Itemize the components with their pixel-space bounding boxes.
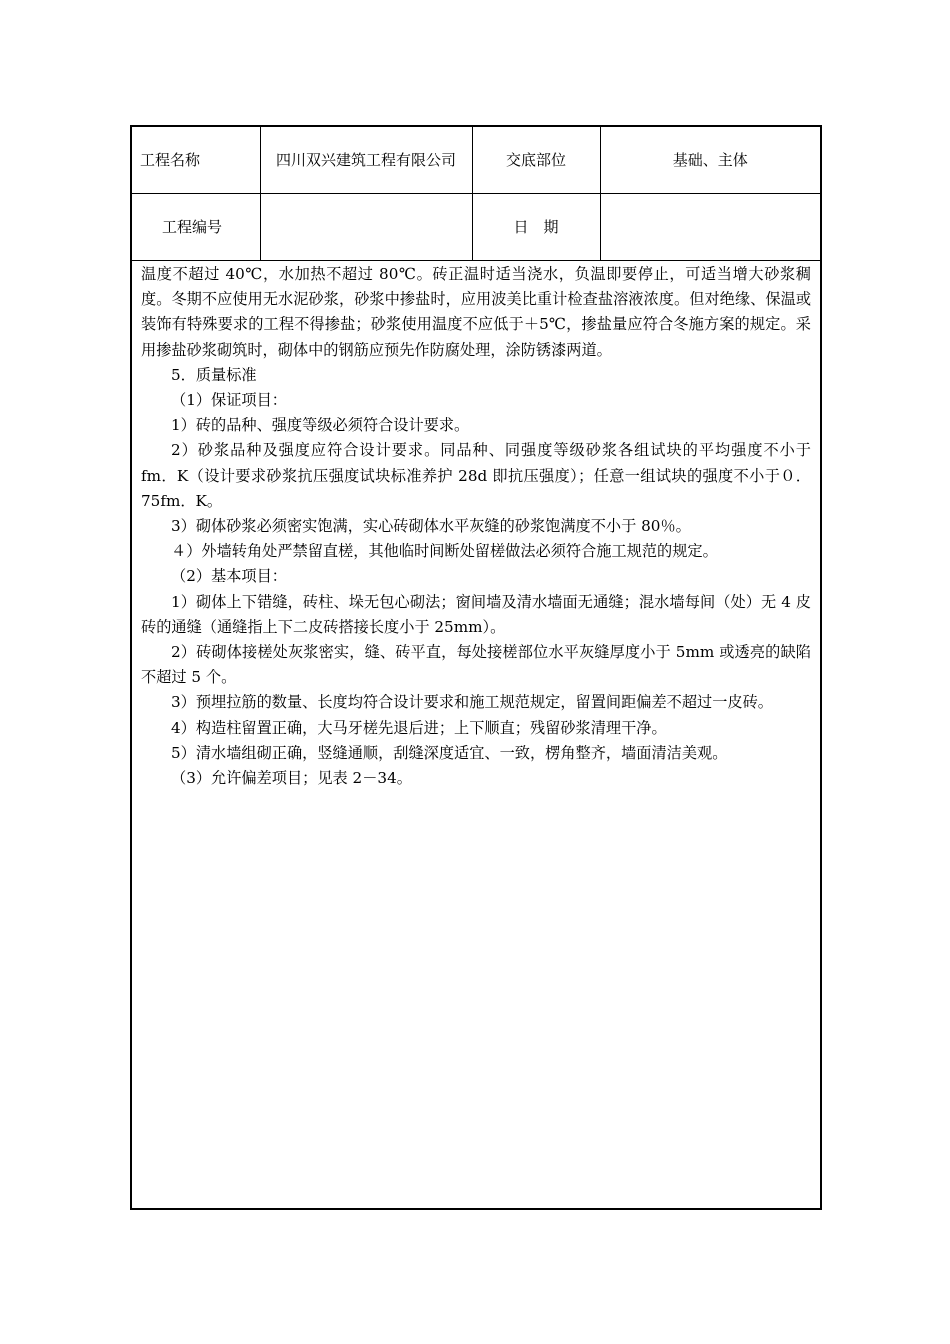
subsection-heading: （2）基本项目： xyxy=(171,567,287,586)
subsection-heading: （1）保证项目： xyxy=(171,391,287,410)
list-item: 5）清水墙组砌正确，竖缝通顺，刮缝深度适宜、一致，楞角整齐，墙面清洁美观。 xyxy=(171,743,728,762)
form-header-table xyxy=(132,127,820,261)
list-item: 1）砖的品种、强度等级必须符合设计要求。 xyxy=(171,416,470,435)
header-row-1 xyxy=(132,127,820,194)
list-item: 3）预埋拉筋的数量、长度均符合设计要求和施工规范规定，留置间距偏差不超过一皮砖。 xyxy=(171,693,773,712)
subsection-heading: （3）允许偏差项目；见表 2－34。 xyxy=(171,769,412,788)
location-value: 基础、主体 xyxy=(600,127,820,194)
list-item: 2）砂浆品种及强度应符合设计要求。同品种、同强度等级砂浆各组试块的平均强度不小于 fm．K（设计要求砂浆抗压强度试块标准养护 28d 即抗压强度）；任意一组试块的强度不小于０．75fm．K。 xyxy=(141,441,811,510)
list-item: 2）砖砌体接槎处灰浆密实，缝、砖平直，每处接槎部位水平灰缝厚度小于 5mm 或透亮的缺陷不超过 5 个。 xyxy=(141,643,811,687)
disclosure-content xyxy=(132,261,820,791)
project-name-label: 工程名称 xyxy=(132,127,260,194)
section-heading: 5．质量标准 xyxy=(171,365,257,384)
date-label: 日 期 xyxy=(472,194,600,261)
project-no-label: 工程编号 xyxy=(132,194,260,261)
list-item: ４）外墙转角处严禁留直槎，其他临时间断处留槎做法必须符合施工规范的规定。 xyxy=(171,542,718,561)
date-value xyxy=(600,194,820,261)
project-no-value xyxy=(260,194,472,261)
location-label: 交底部位 xyxy=(472,127,600,194)
list-item: 1）砌体上下错缝，砖柱、垛无包心砌法；窗间墙及清水墙面无通缝；混水墙每间（处）无 4 皮砖的通缝（通缝指上下二皮砖搭接长度小于 25mm）。 xyxy=(141,592,811,636)
list-item: 4）构造柱留置正确，大马牙槎先退后进；上下顺直；残留砂浆清理干净。 xyxy=(171,718,667,737)
paragraph-continuation: 温度不超过 40℃，水加热不超过 80℃。砖正温时适当浇水，负温即要停止，可适当增大砂浆稠度。冬期不应使用无水泥砂浆，砂浆中掺盐时，应用波美比重计检查盐溶液浓度。但对绝缘、保温或装饰有特殊要求的工程不得掺盐；砂浆使用温度不应低于＋5℃，掺盐量应符合冬施方案的规定。采用掺盐砂浆砌筑时，砌体中的钢筋应预先作防腐处理，涂防锈漆两道。 xyxy=(141,265,811,359)
header-row-2 xyxy=(132,194,820,261)
list-item: 3）砌体砂浆必须密实饱满，实心砖砌体水平灰缝的砂浆饱满度不小于 80％。 xyxy=(171,517,691,536)
project-name-value: 四川双兴建筑工程有限公司 xyxy=(260,127,472,194)
disclosure-form xyxy=(130,125,822,1210)
